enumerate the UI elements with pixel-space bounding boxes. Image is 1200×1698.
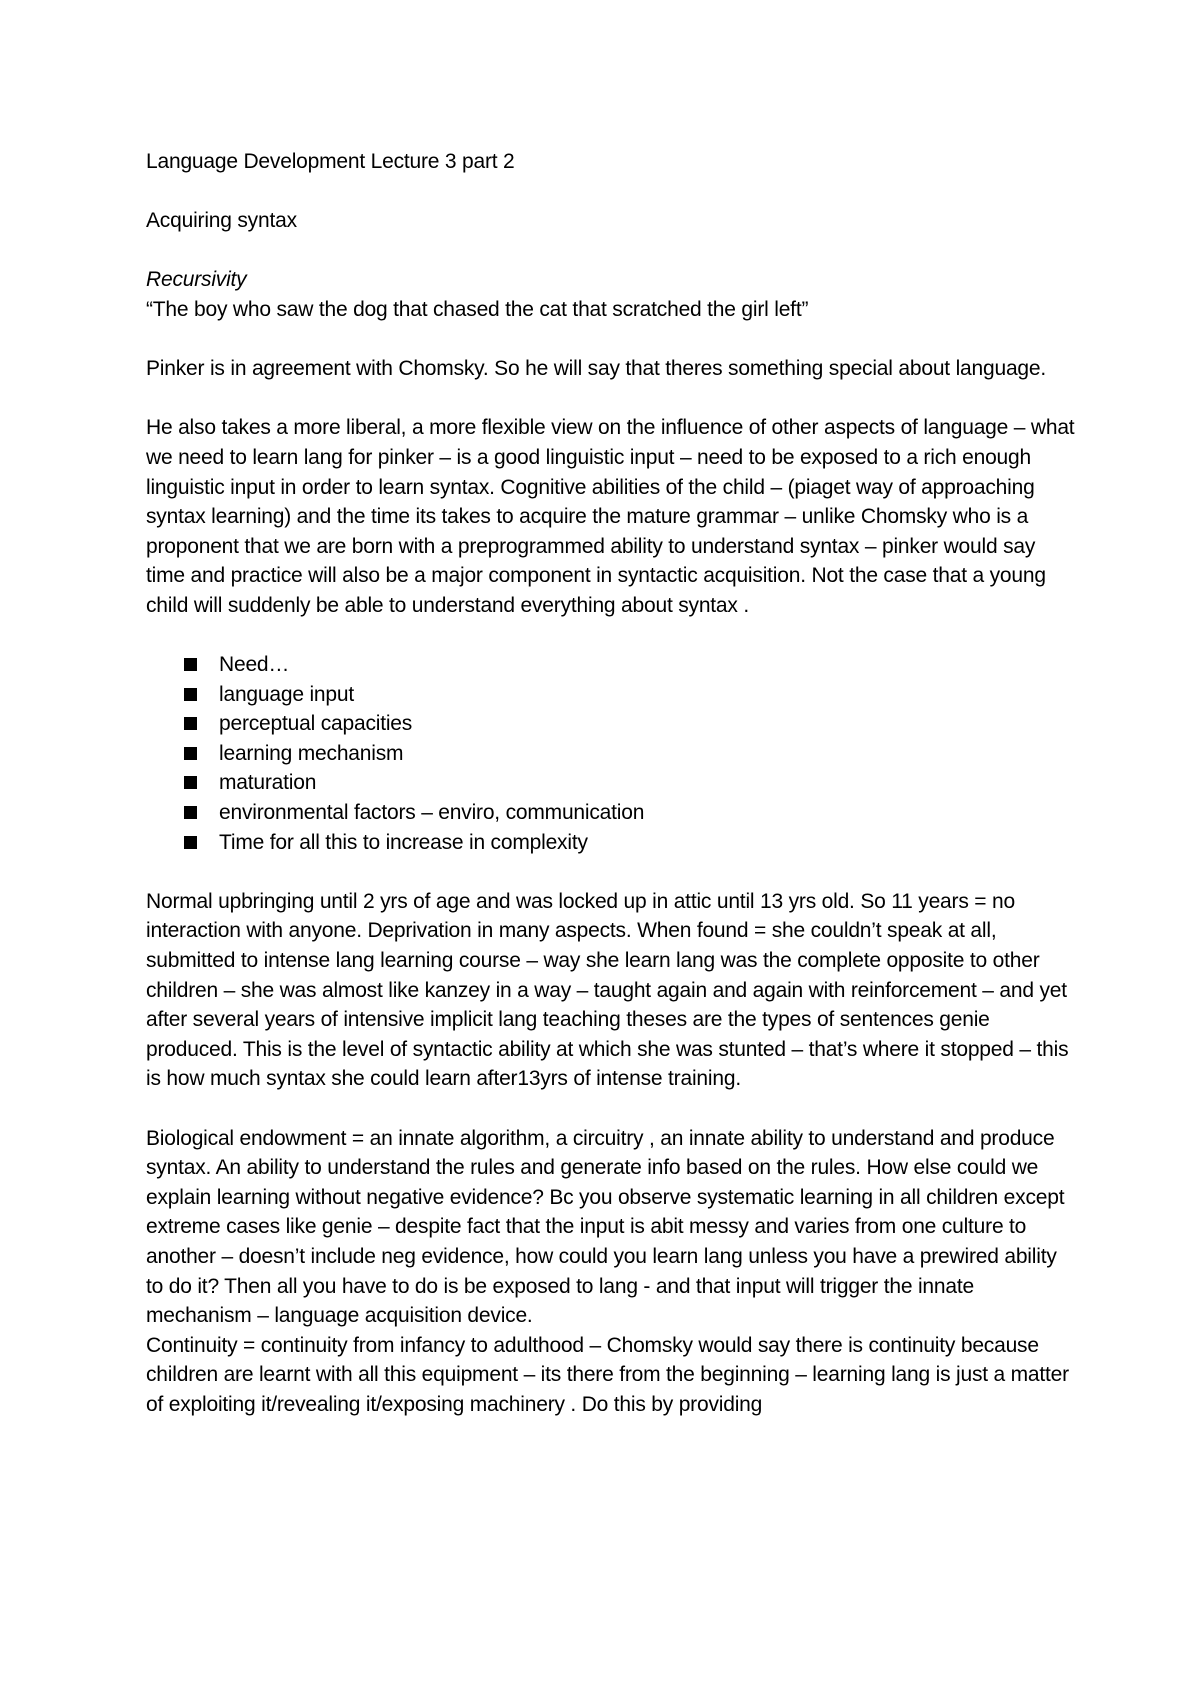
list-item xyxy=(146,650,1076,680)
square-bullet-icon xyxy=(184,688,197,701)
list-item-text: Time for all this to increase in complexity xyxy=(219,830,588,854)
paragraph-pinker: Pinker is in agreement with Chomsky. So he will say that theres something special about language. xyxy=(146,357,1047,381)
list-item-text: maturation xyxy=(219,771,317,795)
document-title: Language Development Lecture 3 part 2 xyxy=(146,150,515,173)
paragraph-liberal-view: He also takes a more liberal, a more flexible view on the influence of other aspects of language – what we need to learn lang for pinker – is a good linguistic input – need to be exposed to a rich enough linguistic input in order to learn syntax. Cognitive abilities of the child – (piaget way of approaching syntax learning) and the time its takes to acquire the mature grammar – unlike Chomsky who is a proponent that we are born with a preprogrammed ability to understand syntax – pinker would say time and practice will also be a major component in syntactic acquisition. Not the case that a young child will suddenly be able to understand everything about syntax . xyxy=(146,416,1075,617)
square-bullet-icon xyxy=(184,747,197,760)
square-bullet-icon xyxy=(184,836,197,849)
square-bullet-icon xyxy=(184,776,197,789)
requirements-list xyxy=(146,650,1076,857)
square-bullet-icon xyxy=(184,658,197,671)
list-item xyxy=(146,798,1076,828)
list-item-text: language input xyxy=(219,682,354,706)
example-quote: “The boy who saw the dog that chased the cat that scratched the girl left” xyxy=(146,297,809,321)
document-body xyxy=(146,147,1076,1420)
list-item xyxy=(146,680,1076,710)
list-item-text: environmental factors – enviro, communication xyxy=(219,801,645,825)
paragraph-genie-case: Normal upbringing until 2 yrs of age and was locked up in attic until 13 yrs old. So 11 years = no interaction with anyone. Deprivation in many aspects. When found = she couldn’t speak at all, submitted to intense lang learning course – way she learn lang was the complete opposite to other children – she was almost like kanzey in a way – taught again and again with reinforcement – and yet after several years of intensive implicit lang teaching theses are the types of sentences genie produced. This is the level of syntactic ability at which she was stunted – that’s where it stopped – this is how much syntax she could learn after13yrs of intense training. xyxy=(146,889,1069,1091)
section-heading: Acquiring syntax xyxy=(146,209,297,233)
list-item xyxy=(146,709,1076,739)
subsection-heading: Recursivity xyxy=(146,268,247,292)
paragraph-continuity: Continuity = continuity from infancy to adulthood – Chomsky would say there is continuity because children are learnt with all this equipment – its there from the beginning – learning lang is just a matter of exploiting it/revealing it/exposing machinery . Do this by providing xyxy=(146,1333,1069,1416)
list-item xyxy=(146,828,1076,858)
list-item xyxy=(146,739,1076,769)
list-item xyxy=(146,768,1076,798)
list-item-text: Need… xyxy=(219,653,290,677)
square-bullet-icon xyxy=(184,806,197,819)
list-item-text: perceptual capacities xyxy=(219,712,413,736)
square-bullet-icon xyxy=(184,717,197,730)
list-item-text: learning mechanism xyxy=(219,741,404,765)
paragraph-biological-endowment: Biological endowment = an innate algorithm, a circuitry , an innate ability to understand and produce syntax. An ability to understand the rules and generate info based on the rules. How else could we explain learning without negative evidence? Bc you observe systematic learning in all children except extreme cases like genie – despite fact that the input is abit messy and varies from one culture to another – doesn’t include neg evidence, how could you learn lang unless you have a prewired ability to do it? Then all you have to do is be exposed to lang - and that input will trigger the innate mechanism – language acquisition device. xyxy=(146,1126,1065,1328)
